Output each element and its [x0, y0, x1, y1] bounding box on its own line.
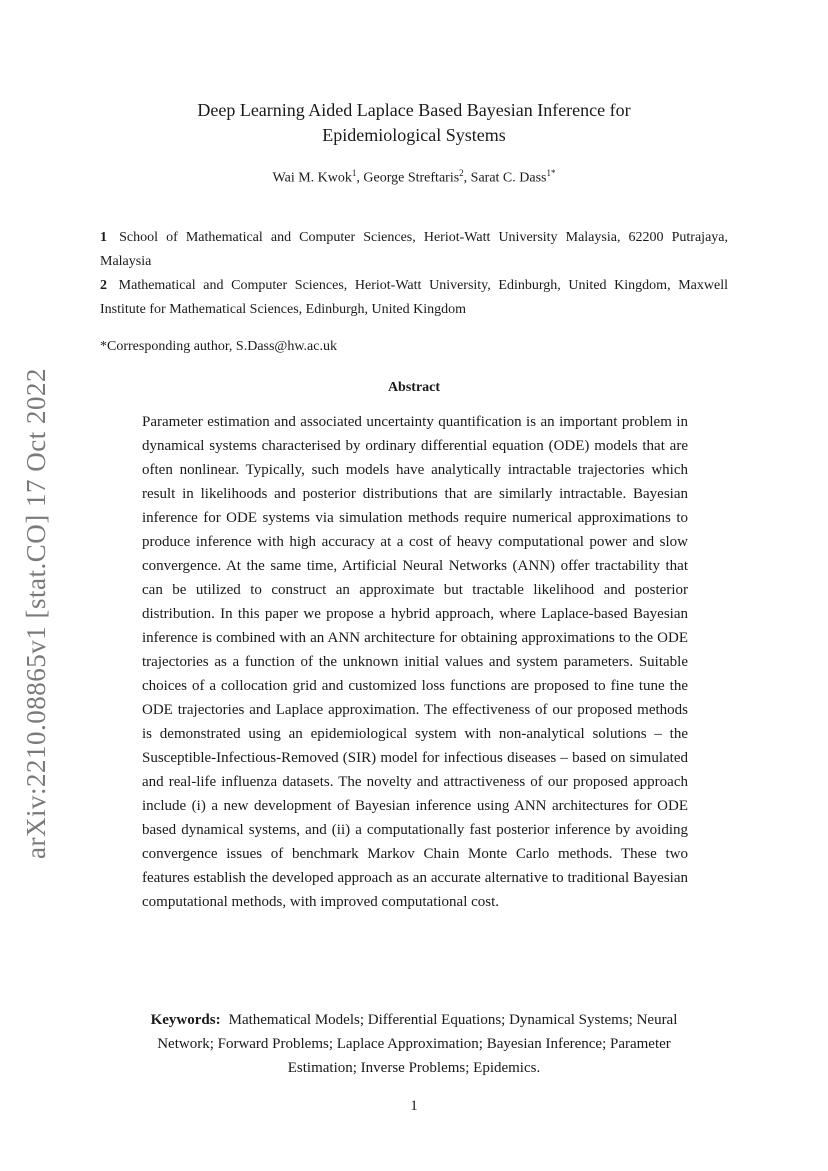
arxiv-identifier-text: arXiv:2210.08865v1 [stat.CO] 17 Oct 2022: [20, 367, 51, 859]
abstract-heading: Abstract: [387, 380, 441, 395]
author-separator: ,: [356, 170, 364, 186]
author-name: George Streftaris: [363, 170, 460, 186]
author-list: [100, 168, 728, 187]
paper-title-line-1: Deep Learning Aided Laplace Based Bayesian Inference for: [197, 100, 631, 120]
affiliation-number: 1: [100, 230, 107, 245]
arxiv-identifier-stamp: [16, 363, 56, 863]
paper-title-line-2: Epidemiological Systems: [322, 125, 506, 145]
paper-title: [100, 98, 728, 148]
abstract-body: Parameter estimation and associated uncertainty quantification is an important problem in dynamical systems characterised by ordinary differential equation (ODE) models that are often nonlinear. Typically, such models have analytically intractable trajectories which result in likelihoods and posterior distributions that are similarly intractable. Bayesian inference for ODE systems via simulation methods require numerical approximations to produce inference with high accuracy at a cost of heavy computational power and slow convergence. At the same time, Artificial Neural Networks (ANN) offer tractability that can be utilized to construct an approximate but tractable likelihood and posterior distribution. In this paper we propose a hybrid approach, where Laplace-based Bayesian inference is combined with an ANN architecture for obtaining approximations to the ODE trajectories as a function of the unknown initial values and system parameters. Suitable choices of a collocation grid and customized loss functions are proposed to fine tune the ODE trajectories and Laplace approximation. The effectiveness of our proposed methods is demonstrated using an epidemiological system with non-analytical solutions – the Susceptible-Infectious-Removed (SIR) model for infectious diseases – based on simulated and real-life influenza datasets. The novelty and attractiveness of our proposed approach include (i) a new development of Bayesian inference using ANN architectures for ODE based dynamical systems, and (ii) a computationally fast posterior inference by avoiding convergence issues of benchmark Markov Chain Monte Carlo methods. These two features establish the developed approach as an accurate alternative to traditional Bayesian computational methods, with improved computational cost.: [142, 414, 688, 910]
corresponding-author-note: *Corresponding author, S.Dass@hw.ac.uk: [100, 339, 337, 354]
affiliation-2: [100, 274, 728, 322]
page-number: 1: [410, 1098, 418, 1114]
keywords-block: [122, 1008, 706, 1080]
affiliation-1: [100, 226, 728, 274]
author-name: Sarat C. Dass: [470, 170, 547, 186]
keywords-label: Keywords:: [150, 1012, 221, 1028]
author-name: Wai M. Kwok: [272, 170, 352, 186]
author-separator: ,: [463, 170, 471, 186]
keywords-text: Mathematical Models; Differential Equations; Dynamical Systems; Neural Network; Forward Problems; Laplace Approximation; Bayesian Inference; Parameter Estimation; Inverse Problems; Epidemics.: [157, 1012, 678, 1076]
affiliation-text: Mathematical and Computer Sciences, Heriot-Watt University, Edinburgh, United Kingdom, Maxwell Institute for Mathematical Sciences, Edinburgh, United Kingdom: [100, 278, 728, 317]
author-affiliation-marker: 1*: [546, 168, 556, 178]
author-affiliation-marker: 1: [351, 168, 357, 178]
author-affiliation-marker: 2: [459, 168, 464, 178]
affiliation-number: 2: [100, 278, 107, 293]
affiliation-text: School of Mathematical and Computer Sciences, Heriot-Watt University Malaysia, 62200 Putrajaya, Malaysia: [100, 230, 728, 269]
